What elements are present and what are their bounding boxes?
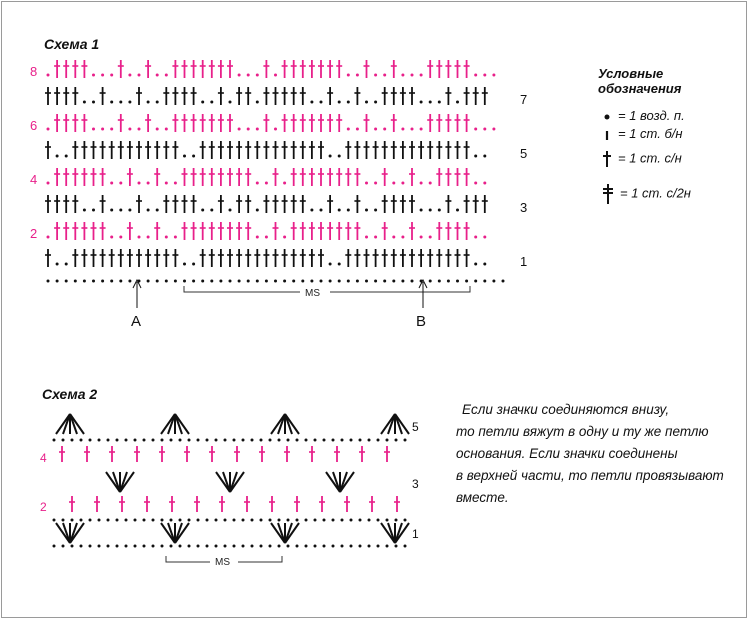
chain-stitch bbox=[332, 439, 335, 442]
double-crochet-stitch bbox=[194, 496, 200, 512]
chain-stitch bbox=[323, 545, 326, 548]
shell-stitch bbox=[271, 523, 299, 543]
scheme2-title: Схема 2 bbox=[42, 386, 98, 402]
chain-stitch bbox=[323, 519, 326, 522]
chain-stitch bbox=[134, 545, 137, 548]
note-line-2: то петли вяжут в одну и ту же петлю bbox=[456, 424, 709, 439]
chain-stitch bbox=[89, 545, 92, 548]
chain-stitch bbox=[98, 545, 101, 548]
chain-stitch bbox=[404, 439, 407, 442]
chain-stitch bbox=[314, 439, 317, 442]
chain-stitch bbox=[53, 519, 56, 522]
chain-stitch bbox=[62, 439, 65, 442]
chain-stitch bbox=[125, 545, 128, 548]
chain-stitch bbox=[71, 545, 74, 548]
double-crochet-stitch bbox=[269, 496, 275, 512]
chain-stitch bbox=[161, 519, 164, 522]
chain-stitch bbox=[278, 545, 281, 548]
chain-stitch bbox=[296, 439, 299, 442]
chain-stitch bbox=[386, 439, 389, 442]
chain-stitch bbox=[386, 545, 389, 548]
scheme1-left-label-6: 6 bbox=[30, 118, 38, 133]
chain-stitch bbox=[215, 545, 218, 548]
chain-stitch bbox=[377, 519, 380, 522]
chain-stitch bbox=[170, 519, 173, 522]
chain-stitch bbox=[107, 519, 110, 522]
chain-stitch bbox=[224, 439, 227, 442]
chain-stitch bbox=[260, 545, 263, 548]
chain-stitch bbox=[287, 439, 290, 442]
chain-stitch bbox=[161, 439, 164, 442]
double-crochet-stitch bbox=[219, 496, 225, 512]
note-line-1: Если значки соединяются внизу, bbox=[462, 402, 670, 417]
chain-stitch bbox=[170, 545, 173, 548]
double-crochet-stitch bbox=[84, 446, 90, 462]
scheme2-left-label-4: 4 bbox=[40, 451, 47, 465]
chain-stitch bbox=[359, 545, 362, 548]
chain-stitch bbox=[350, 519, 353, 522]
chain-stitch bbox=[215, 439, 218, 442]
chain-stitch bbox=[143, 519, 146, 522]
chain-stitch bbox=[62, 545, 65, 548]
scheme1-right-label-7: 7 bbox=[520, 92, 528, 107]
chain-stitch bbox=[296, 519, 299, 522]
chain-stitch bbox=[332, 545, 335, 548]
legend-title-line2: обозначения bbox=[598, 81, 682, 96]
chain-stitch bbox=[341, 439, 344, 442]
chain-stitch bbox=[188, 545, 191, 548]
scheme1-right-label-1: 1 bbox=[520, 254, 528, 269]
double-crochet-stitch bbox=[244, 496, 250, 512]
chain-stitch bbox=[152, 545, 155, 548]
chain-stitch bbox=[278, 519, 281, 522]
chain-stitch bbox=[269, 439, 272, 442]
chain-stitch bbox=[116, 545, 119, 548]
chain-stitch bbox=[206, 439, 209, 442]
scheme1-left-label-8: 8 bbox=[30, 64, 38, 79]
double-crochet-stitch bbox=[69, 496, 75, 512]
chain-stitch bbox=[134, 439, 137, 442]
double-crochet-stitch bbox=[169, 496, 175, 512]
chain-stitch bbox=[287, 519, 290, 522]
chain-stitch bbox=[89, 519, 92, 522]
chain-stitch bbox=[197, 519, 200, 522]
chain-stitch bbox=[368, 519, 371, 522]
marker-a-label: A bbox=[131, 313, 142, 330]
chain-stitch bbox=[377, 545, 380, 548]
cluster-stitch bbox=[56, 414, 84, 434]
chain-stitch bbox=[71, 439, 74, 442]
chain-stitch bbox=[233, 439, 236, 442]
chain-stitch bbox=[359, 519, 362, 522]
chain-stitch bbox=[404, 545, 407, 548]
scheme1-repeat-label: MS bbox=[305, 288, 320, 299]
chain-stitch bbox=[188, 519, 191, 522]
chain-stitch bbox=[215, 519, 218, 522]
chain-stitch bbox=[98, 439, 101, 442]
chain-stitch bbox=[305, 545, 308, 548]
chain-stitch bbox=[143, 545, 146, 548]
chain-stitch bbox=[242, 439, 245, 442]
chain-stitch bbox=[296, 545, 299, 548]
scheme2-right-label-3: 3 bbox=[412, 477, 419, 491]
double-crochet-stitch bbox=[59, 446, 65, 462]
chain-stitch bbox=[269, 545, 272, 548]
scheme1-left-label-2: 2 bbox=[30, 226, 38, 241]
chain-stitch bbox=[188, 439, 191, 442]
shell-stitch bbox=[161, 523, 189, 543]
double-crochet-stitch bbox=[94, 496, 100, 512]
chain-stitch bbox=[143, 439, 146, 442]
scheme1-right-label-3: 3 bbox=[520, 200, 528, 215]
chain-stitch bbox=[125, 439, 128, 442]
chain-stitch bbox=[242, 545, 245, 548]
double-crochet-stitch bbox=[384, 446, 390, 462]
chain-stitch bbox=[314, 519, 317, 522]
note-line-4: в верхней части, то петли провязывают bbox=[456, 468, 724, 483]
scheme1-left-label-4: 4 bbox=[30, 172, 38, 187]
chain-stitch bbox=[269, 519, 272, 522]
cluster-stitch bbox=[161, 414, 189, 434]
chain-stitch bbox=[179, 439, 182, 442]
double-crochet-stitch bbox=[159, 446, 165, 462]
chain-stitch bbox=[80, 439, 83, 442]
chain-stitch bbox=[116, 519, 119, 522]
scheme2-right-label-1: 1 bbox=[412, 527, 419, 541]
chain-stitch bbox=[395, 439, 398, 442]
chain-stitch bbox=[305, 519, 308, 522]
legend-label-chain: = 1 возд. п. bbox=[618, 108, 685, 123]
legend-label-treble: = 1 ст. с/2н bbox=[620, 185, 691, 201]
chain-stitch bbox=[395, 545, 398, 548]
chain-stitch bbox=[170, 439, 173, 442]
chain-stitch bbox=[62, 519, 65, 522]
chain-stitch bbox=[404, 519, 407, 522]
chain-stitch bbox=[80, 519, 83, 522]
double-crochet-stitch bbox=[394, 496, 400, 512]
double-crochet-stitch bbox=[234, 446, 240, 462]
double-crochet-stitch bbox=[184, 446, 190, 462]
cluster-stitch bbox=[381, 414, 409, 434]
chain-stitch bbox=[152, 519, 155, 522]
chain-stitch bbox=[332, 519, 335, 522]
chain-stitch bbox=[53, 545, 56, 548]
chain-stitch bbox=[368, 439, 371, 442]
chain-stitch bbox=[233, 545, 236, 548]
double-crochet-stitch bbox=[144, 496, 150, 512]
chain-stitch bbox=[152, 439, 155, 442]
chain-stitch bbox=[305, 439, 308, 442]
double-crochet-stitch bbox=[209, 446, 215, 462]
chain-stitch bbox=[89, 439, 92, 442]
chain-stitch bbox=[107, 439, 110, 442]
chain-stitch bbox=[359, 439, 362, 442]
double-crochet-stitch bbox=[284, 446, 290, 462]
chain-stitch bbox=[197, 545, 200, 548]
double-crochet-stitch bbox=[134, 446, 140, 462]
chain-stitch bbox=[314, 545, 317, 548]
double-crochet-stitch bbox=[334, 446, 340, 462]
double-crochet-stitch bbox=[259, 446, 265, 462]
chain-stitch bbox=[278, 439, 281, 442]
chain-stitch bbox=[350, 545, 353, 548]
chain-stitch bbox=[251, 545, 254, 548]
double-crochet-stitch bbox=[359, 446, 365, 462]
chain-stitch bbox=[251, 519, 254, 522]
double-crochet-stitch bbox=[309, 446, 315, 462]
chain-stitch bbox=[116, 439, 119, 442]
scheme2-left-label-2: 2 bbox=[40, 500, 47, 514]
double-crochet-stitch bbox=[109, 446, 115, 462]
chain-stitch bbox=[179, 545, 182, 548]
chain-stitch bbox=[287, 545, 290, 548]
chain-stitch bbox=[197, 439, 200, 442]
scheme2-right-label-5: 5 bbox=[412, 420, 419, 434]
double-crochet-stitch bbox=[344, 496, 350, 512]
cluster-stitch bbox=[271, 414, 299, 434]
legend-title-line1: Условные bbox=[598, 66, 664, 81]
legend-label-single: = 1 ст. б/н bbox=[618, 126, 683, 141]
chain-stitch bbox=[323, 439, 326, 442]
chain-stitch bbox=[251, 439, 254, 442]
chain-stitch bbox=[134, 519, 137, 522]
double-crochet-stitch bbox=[369, 496, 375, 512]
chain-stitch bbox=[98, 519, 101, 522]
chain-stitch bbox=[260, 519, 263, 522]
chain-stitch bbox=[80, 545, 83, 548]
chain-stitch bbox=[233, 519, 236, 522]
chain-stitch bbox=[260, 439, 263, 442]
shell-stitch bbox=[216, 472, 244, 492]
chain-stitch bbox=[341, 545, 344, 548]
shell-stitch bbox=[56, 523, 84, 543]
chain-stitch bbox=[224, 519, 227, 522]
chain-stitch bbox=[224, 545, 227, 548]
chain-stitch bbox=[350, 439, 353, 442]
note-line-3: основания. Если значки соединены bbox=[456, 446, 678, 461]
marker-b-label: B bbox=[416, 313, 427, 330]
chain-stitch bbox=[125, 519, 128, 522]
chain-stitch bbox=[395, 519, 398, 522]
scheme1-title: Схема 1 bbox=[44, 36, 100, 52]
chain-stitch bbox=[341, 519, 344, 522]
note-line-5: вместе. bbox=[456, 490, 509, 505]
chain-stitch bbox=[377, 439, 380, 442]
chain-stitch bbox=[179, 519, 182, 522]
chain-stitch bbox=[242, 519, 245, 522]
chain-stitch bbox=[53, 439, 56, 442]
shell-stitch bbox=[381, 523, 409, 543]
chain-stitch bbox=[107, 545, 110, 548]
legend-label-double: = 1 ст. с/н bbox=[618, 150, 682, 166]
shell-stitch bbox=[106, 472, 134, 492]
chain-stitch bbox=[71, 519, 74, 522]
scheme2-repeat-label: MS bbox=[215, 557, 230, 568]
chain-stitch bbox=[368, 545, 371, 548]
scheme1-right-label-5: 5 bbox=[520, 146, 528, 161]
chain-stitch bbox=[206, 545, 209, 548]
double-crochet-stitch bbox=[119, 496, 125, 512]
chain-stitch bbox=[386, 519, 389, 522]
chain-stitch bbox=[206, 519, 209, 522]
chain-stitch bbox=[161, 545, 164, 548]
shell-stitch bbox=[326, 472, 354, 492]
double-crochet-stitch bbox=[319, 496, 325, 512]
double-crochet-stitch bbox=[294, 496, 300, 512]
